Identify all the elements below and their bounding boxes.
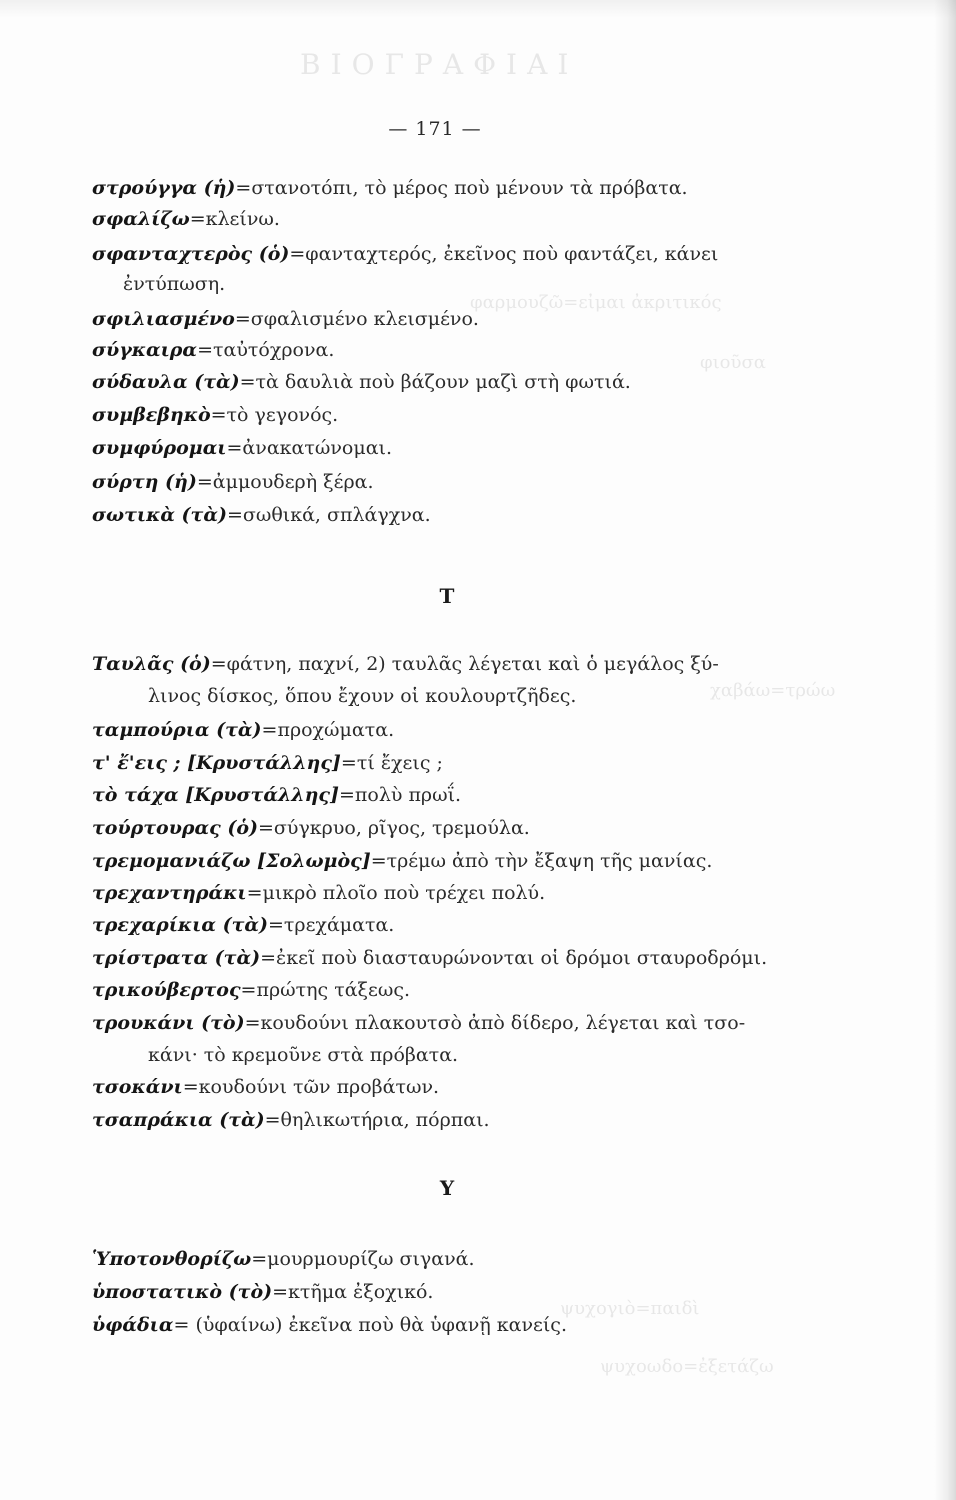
entry-definition: =κουδούνι τῶν προβάτων. [182, 1076, 440, 1098]
entry-term: ταμπούρια (τὰ) [92, 719, 262, 741]
glossary-entry [92, 174, 812, 202]
entry-definition: =ἐκεῖ ποὺ διασταυρώνονται οἱ δρόμοι σταυροδρόμι. [260, 947, 768, 969]
glossary-entry [92, 468, 812, 496]
glossary-entry [92, 650, 812, 678]
entry-definition: =προχώματα. [261, 719, 395, 741]
entry-definition: =σφαλισμένο κλεισμένο. [234, 308, 479, 330]
entry-term: σφιλιασμένο [92, 308, 235, 330]
glossary-entry [92, 1311, 812, 1339]
entry-definition: =κτῆμα ἐξοχικό. [272, 1281, 434, 1303]
glossary-entry [92, 976, 812, 1004]
entry-term: τρεμομανιάζω [Σολωμὸς] [92, 850, 371, 872]
entry-definition: =φάτνη, παχνί, 2) ταυλᾶς λέγεται καὶ ὁ μεγάλος ξύ- [210, 653, 719, 675]
entry-term: τσαπράκια (τὰ) [92, 1109, 265, 1131]
bleed-through-text: ψυχοωδο=ἐξετάζω [600, 1356, 774, 1377]
entry-term: σωτικὰ (τὰ) [92, 504, 227, 526]
glossary-entry [92, 716, 812, 744]
glossary-entry [92, 1106, 812, 1134]
entry-continuation: λινος δίσκος, ὅπου ἔχουν οἱ κουλουρτζῆδες. [148, 685, 577, 707]
section-letter-heading: Υ [439, 1176, 455, 1200]
entry-definition: =τὸ γεγονός. [210, 404, 339, 426]
glossary-entry [92, 1278, 812, 1306]
entry-definition: = (ὑφαίνω) ἐκεῖνα ποὺ θὰ ὑφανῇ κανείς. [173, 1314, 567, 1336]
entry-term: ὑποστατικὸ (τὸ) [92, 1281, 273, 1303]
entry-term: σύγκαιρα [92, 339, 198, 361]
entry-definition: =στανοτόπι, τὸ μέρος ποὺ μένουν τὰ πρόβατα. [235, 177, 688, 199]
entry-definition: =πολὺ πρωΐ. [338, 784, 462, 806]
page-top-shadow [0, 0, 956, 18]
entry-continuation: κάνι· τὸ κρεμοῦνε στὰ πρόβατα. [148, 1044, 459, 1066]
entry-term: σφαλίζω [92, 208, 190, 230]
glossary-entry [92, 749, 812, 777]
entry-term: συμφύρομαι [92, 437, 227, 459]
glossary-entry [92, 401, 812, 429]
glossary-entry [92, 336, 812, 364]
entry-definition: =σύγκρυο, ρῖγος, τρεμούλα. [258, 817, 530, 839]
entry-definition: =τί ἔχεις ; [340, 752, 443, 774]
glossary-entry [92, 814, 812, 842]
entry-term: σύδαυλα (τὰ) [92, 371, 240, 393]
entry-term: τ' ἔ'εις ; [Κρυστάλλης] [92, 752, 341, 774]
glossary-entry [92, 434, 812, 462]
entry-definition: =ταὐτόχρονα. [197, 339, 335, 361]
entry-definition: =κουδούνι πλακουτσὸ ἀπὸ δίδερο, λέγεται καὶ τσο- [244, 1012, 746, 1034]
entry-definition: =κλείνω. [189, 208, 280, 230]
entry-continuation: ἐντύπωση. [123, 273, 226, 295]
entry-term: συμβεβηκὸ [92, 404, 211, 426]
entry-definition: =σωθικά, σπλάγχνα. [226, 504, 431, 526]
entry-term: Ταυλᾶς (ὁ) [92, 653, 211, 675]
entry-definition: =τρέμω ἀπὸ τὴν ἔξαψη τῆς μανίας. [370, 850, 713, 872]
glossary-entry [92, 368, 812, 396]
entry-term: τὸ τάχα [Κρυστάλλης] [92, 784, 339, 806]
bleed-through-text: φιοῦσα [700, 352, 766, 373]
glossary-entry [92, 305, 812, 333]
entry-definition: =τὰ δαυλιὰ ποὺ βάζουν μαζὶ στὴ φωτιά. [239, 371, 631, 393]
glossary-entry [92, 911, 812, 939]
glossary-entry [92, 1245, 812, 1273]
bleed-through-text: ΒΙΟΓΡΑΦΙΑΙ [300, 48, 579, 81]
entry-definition: =τρεχάματα. [267, 914, 395, 936]
entry-term: τρικούβερτος [92, 979, 241, 1001]
glossary-entry [92, 205, 812, 233]
entry-definition: =πρώτης τάξεως. [240, 979, 411, 1001]
page-number: — 171 — [388, 118, 482, 140]
entry-definition: =μουρμουρίζω σιγανά. [251, 1248, 475, 1270]
glossary-entry [92, 781, 812, 809]
glossary-entry [92, 847, 812, 875]
bleed-through-text: φαρμουζῶ=εἰμαι ἀκριτικός [470, 292, 722, 313]
glossary-entry [92, 501, 812, 529]
glossary-entry [92, 240, 812, 268]
entry-term: σφανταχτερὸς (ὁ) [92, 243, 290, 265]
entry-term: ὑφάδια [92, 1314, 174, 1336]
entry-term: στρούγγα (ἡ) [92, 177, 236, 199]
entry-term: σύρτη (ἡ) [92, 471, 197, 493]
entry-term: τρεχαρίκια (τὰ) [92, 914, 268, 936]
glossary-entry [92, 1073, 812, 1101]
glossary-entry [92, 879, 812, 907]
entry-term: Ὑποτονθορίζω [92, 1248, 252, 1270]
section-letter-heading: Τ [439, 584, 455, 608]
entry-term: τούρτουρας (ὁ) [92, 817, 259, 839]
entry-definition: =θηλικωτήρια, πόρπαι. [264, 1109, 490, 1131]
bleed-through-text: χαβάω=τρώω [710, 680, 836, 701]
entry-definition: =ἀμμουδερὴ ξέρα. [196, 471, 374, 493]
entry-term: τρουκάνι (τὸ) [92, 1012, 245, 1034]
bleed-through-text: ψυχογιὸ=παιδὶ [560, 1298, 700, 1319]
entry-definition: =ἀνακατώνομαι. [226, 437, 393, 459]
entry-term: τσοκάνι [92, 1076, 183, 1098]
entry-definition: =φανταχτερός, ἐκεῖνος ποὺ φαντάζει, κάνει [289, 243, 719, 265]
glossary-entry [92, 1009, 812, 1037]
entry-term: τρεχαντηράκι [92, 882, 247, 904]
entry-term: τρίστρατα (τὰ) [92, 947, 261, 969]
page-binding-edge [934, 0, 956, 1500]
entry-definition: =μικρὸ πλοῖο ποὺ τρέχει πολύ. [246, 882, 546, 904]
glossary-entry [92, 944, 812, 972]
